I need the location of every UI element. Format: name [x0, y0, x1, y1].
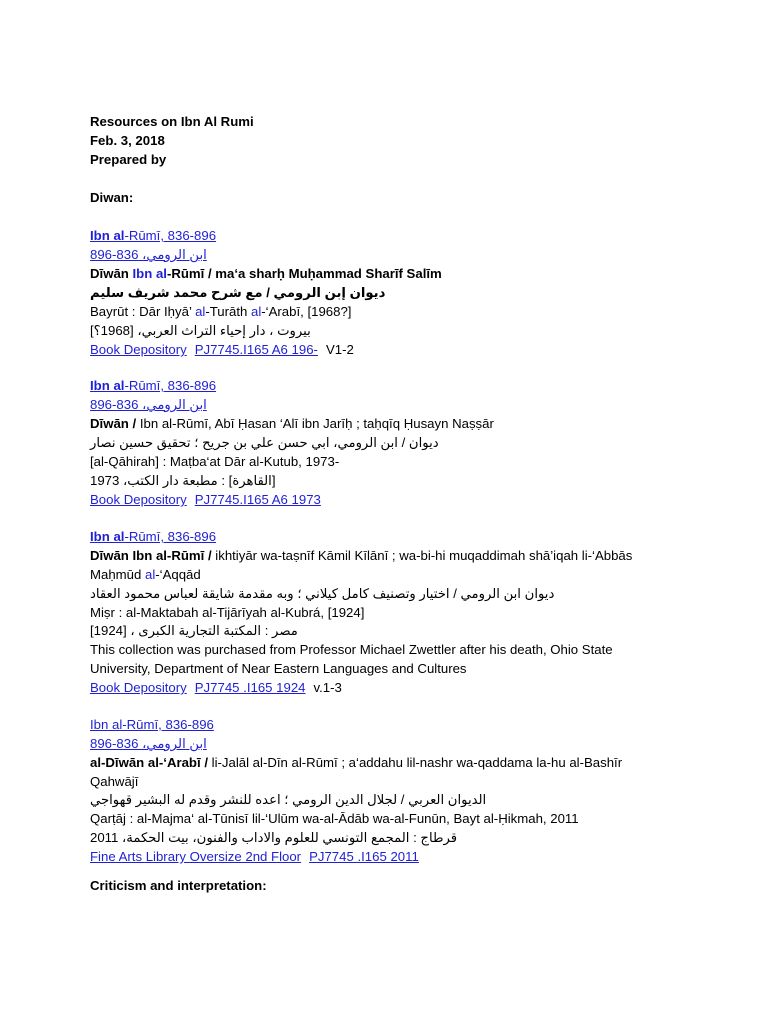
entry-3-imprint: Miṣr : al-Maktabah al-Tijārīyah al-Kubrá, [1924] [90, 605, 365, 620]
entry-3-holdings [90, 678, 342, 697]
call-number-link[interactable]: PJ7745.I165 A6 1973 [194, 492, 321, 507]
prepared-by: Prepared by [90, 152, 167, 167]
entry-1-title: Dīwān Ibn al-Rūmī / ma‘a sharḥ Muḥammad Sharīf Salīm [90, 266, 442, 281]
volumes: v.1-3 [313, 680, 342, 695]
call-number-link[interactable]: PJ7745 .I165 1924 [194, 680, 306, 695]
section-heading-diwan: Diwan: [90, 190, 134, 205]
entry-4-arabic-heading-link[interactable]: ابن الرومي، 836-896 [90, 736, 207, 751]
entry-4-arabic-imprint: قرطاج : المجمع التونسي للعلوم والاداب والفنون، بيت الحكمة، 2011 [90, 830, 458, 845]
entry-1-arabic-imprint: بيروت ، دار إحياء التراث العربي، [1968؟] [90, 323, 311, 338]
call-number-link[interactable]: PJ7745 .I165 2011 [309, 849, 419, 864]
entry-4-title-line-2: Qahwājī [90, 774, 139, 789]
entry-2-arabic-title: ديوان / ابن الرومي، ابي حسن علي بن جريح ؛ تحقيق حسين نصار [90, 435, 439, 450]
entry-4-imprint: Qarṭāj : al-Majma‘ al-Tūnisī lil-‘Ulūm wa-al-Ādāb wa-al-Funūn, Bayt al-Ḥikmah, 2011 [90, 811, 579, 826]
location-link[interactable]: Fine Arts Library Oversize 2nd Floor [90, 849, 302, 864]
entry-2-holdings [90, 490, 321, 509]
document-title: Resources on Ibn Al Rumi [90, 114, 254, 129]
entry-2-title: Dīwān / Ibn al-Rūmī, Abī Ḥasan ‘Alī ibn Jarīḥ ; taḥqīq Ḥusayn Naṣṣār [90, 416, 494, 431]
entry-4-heading-link[interactable]: Ibn al-Rūmī, 836-896 [90, 717, 214, 732]
entry-1-holdings [90, 340, 354, 359]
entry-1-arabic-heading-link[interactable]: ابن الرومي، 836-896 [90, 247, 207, 262]
entry-3-arabic-imprint: مصر : المكتبة التجارية الكبرى ، [1924] [90, 623, 298, 638]
entry-4-holdings [90, 847, 419, 866]
entry-1-arabic-title: ديوان إبن الرومي / مع شرح محمد شريف سليم [90, 285, 386, 300]
entry-2-imprint: [al-Qāhirah] : Maṭba‘at Dār al-Kutub, 1973- [90, 454, 340, 469]
entry-3-note-line-2: University, Department of Near Eastern Languages and Cultures [90, 661, 467, 676]
location-link[interactable]: Book Depository [90, 492, 187, 507]
entry-4-title-line-1: al-Dīwān al-‘Arabī / li-Jalāl al-Dīn al-Rūmī ; a‘addahu lil-nashr wa-qaddama la-hu al-Bashīr [90, 755, 623, 770]
entry-3-title-line-2: Maḥmūd al-‘Aqqād [90, 567, 201, 582]
section-heading-criticism: Criticism and interpretation: [90, 878, 267, 893]
entry-3-arabic-title: ديوان ابن الرومي / اختيار وتصنيف كامل كيلاني ؛ وبه مقدمة شايقة لعباس محمود العقاد [90, 586, 555, 601]
entry-2-arabic-imprint: [القاهرة] : مطبعة دار الكتب، 1973 [90, 473, 276, 488]
entry-3-note-line-1: This collection was purchased from Professor Michael Zwettler after his death, Ohio State [90, 642, 613, 657]
entry-3-title-line-1: Dīwān Ibn al-Rūmī / ikhtiyār wa-taṣnīf Kāmil Kīlānī ; wa-bi-hi muqaddimah shā’iqah li-‘Abbās [90, 548, 633, 563]
entry-2-heading-link[interactable]: Ibn al-Rūmī, 836-896 [90, 378, 217, 393]
location-link[interactable]: Book Depository [90, 680, 187, 695]
entry-3-heading-link[interactable]: Ibn al-Rūmī, 836-896 [90, 529, 217, 544]
entry-1-imprint: Bayrūt : Dār Iḥyā’ al-Turāth al-‘Arabī, [1968?] [90, 304, 352, 319]
location-link[interactable]: Book Depository [90, 342, 187, 357]
entry-2-arabic-heading-link[interactable]: ابن الرومي، 836-896 [90, 397, 207, 412]
entry-1-heading-link[interactable]: Ibn al-Rūmī, 836-896 [90, 228, 217, 243]
call-number-link[interactable]: PJ7745.I165 A6 196- [194, 342, 318, 357]
entry-4-arabic-title: الديوان العربي / لجلال الدين الرومي ؛ اعده للنشر وقدم له البشير قهواجي [90, 792, 487, 807]
volumes: V1-2 [325, 342, 354, 357]
document-date: Feb. 3, 2018 [90, 133, 165, 148]
